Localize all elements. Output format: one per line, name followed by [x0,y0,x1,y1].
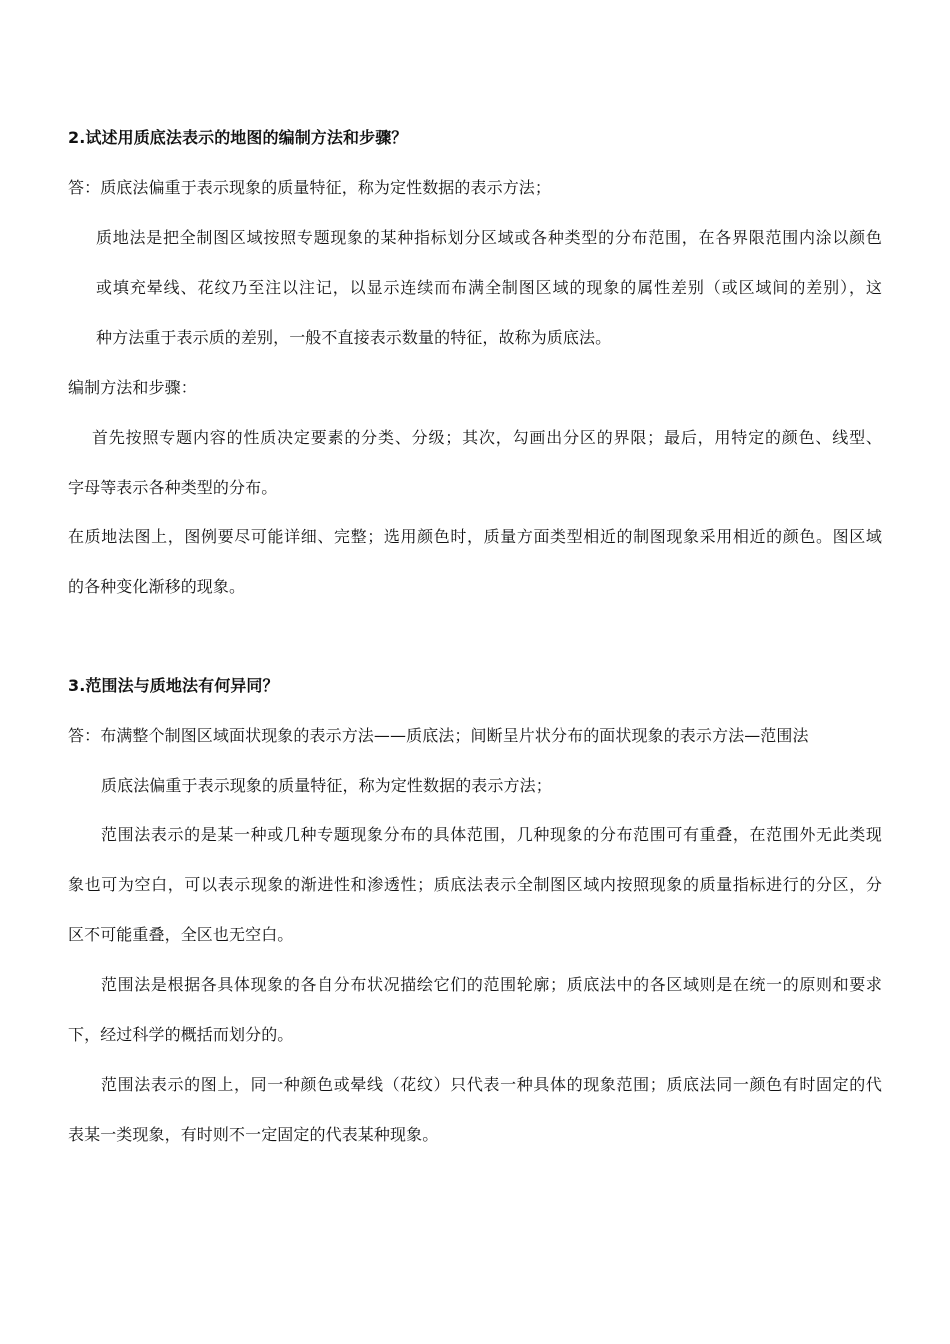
q3-para3-line1: 范围法是根据各具体现象的各自分布状况描绘它们的范围轮廓；质底法中的各区域则是在统一的原则和要求 [101,975,882,994]
q3-answer-line: 答：布满整个制图区域面状现象的表示方法——质底法；间断呈片状分布的面状现象的表示方法—范围法 [68,726,809,745]
q2-method-title: 编制方法和步骤： [68,378,197,397]
q2-para1-line2: 或填充晕线、花纹乃至注以注记，以显示连续而布满全制图区域的现象的属性差别（或区域间的差别），这 [96,278,882,297]
q3-heading: 3.范围法与质地法有何异同？ [68,676,279,695]
q2-para2-line1: 首先按照专题内容的性质决定要素的分类、分级；其次，勾画出分区的界限；最后，用特定的颜色、线型、 [92,428,882,447]
q2-heading: 2.试述用质底法表示的地图的编制方法和步骤？ [68,128,408,147]
q2-para2-line2: 字母等表示各种类型的分布。 [68,478,278,497]
q3-para4-line1: 范围法表示的图上，同一种颜色或晕线（花纹）只代表一种具体的现象范围；质底法同一颜色有时固定的代 [101,1075,882,1094]
q3-para2-line2: 象也可为空白，可以表示现象的渐进性和渗透性；质底法表示全制图区域内按照现象的质量指标进行的分区，分 [68,875,882,894]
q2-para3-line1: 在质地法图上，图例要尽可能详细、完整；选用颜色时，质量方面类型相近的制图现象采用相近的颜色。图区域 [68,527,882,546]
q2-para3-line2: 的各种变化渐移的现象。 [68,577,246,596]
q2-para1-line3: 种方法重于表示质的差别，一般不直接表示数量的特征，故称为质底法。 [96,328,612,347]
q2-answer-line: 答：质底法偏重于表示现象的质量特征，称为定性数据的表示方法； [68,178,552,197]
q3-para3-line2: 下，经过科学的概括而划分的。 [68,1025,294,1044]
q2-para1-line1: 质地法是把全制图区域按照专题现象的某种指标划分区域或各种类型的分布范围，在各界限范围内涂以颜色 [96,228,882,247]
q3-para4-line2: 表某一类现象，有时则不一定固定的代表某种现象。 [68,1125,439,1144]
q3-para1: 质底法偏重于表示现象的质量特征，称为定性数据的表示方法； [101,776,552,795]
q3-para2-line1: 范围法表示的是某一种或几种专题现象分布的具体范围，几种现象的分布范围可有重叠，在范围外无此类现 [101,825,882,844]
q3-para2-line3: 区不可能重叠，全区也无空白。 [68,925,294,944]
